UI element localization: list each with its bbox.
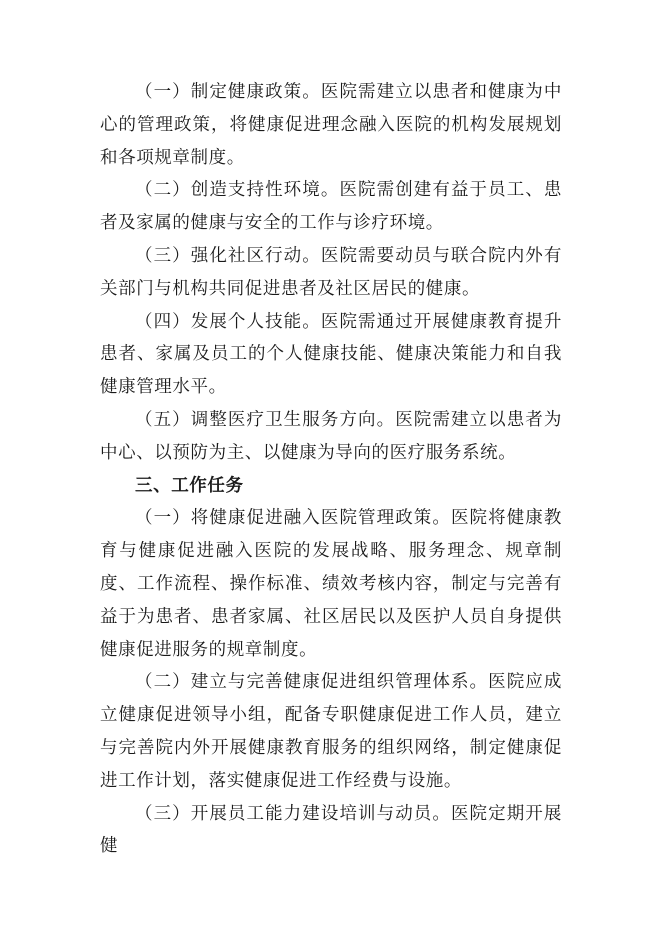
document-body	[100, 76, 562, 863]
paragraph-service-reorientation: （五）调整医疗卫生服务方向。医院需建立以患者为中心、以预防为主、以健康为导向的医疗服务系统。	[100, 409, 562, 463]
paragraph-staff-training: （三）开展员工能力建设培训与动员。医院定期开展健	[100, 803, 562, 857]
paragraph-management-policy: （一）将健康促进融入医院管理政策。医院将健康教育与健康促进融入医院的发展战略、服务理念、规章制度、工作流程、操作标准、绩效考核内容，制定与完善有益于为患者、患者家属、社区居民以及医护人员自身提供健康促进服务的规章制度。	[100, 508, 562, 660]
paragraph-community-action: （三）强化社区行动。医院需要动员与联合院内外有关部门与机构共同促进患者及社区居民的健康。	[100, 245, 562, 299]
section-heading-work-tasks: 三、工作任务	[135, 475, 244, 496]
paragraph-organization-system: （二）建立与完善健康促进组织管理体系。医院应成立健康促进领导小组，配备专职健康促进工作人员，建立与完善院内外开展健康教育服务的组织网络，制定健康促进工作计划，落实健康促进工作经费与设施。	[100, 672, 562, 791]
paragraph-health-policy: （一）制定健康政策。医院需建立以患者和健康为中心的管理政策，将健康促进理念融入医院的机构发展规划和各项规章制度。	[100, 82, 562, 168]
paragraph-supportive-environment: （二）创造支持性环境。医院需创建有益于员工、患者及家属的健康与安全的工作与诊疗环境。	[100, 180, 562, 234]
paragraph-personal-skills: （四）发展个人技能。医院需通过开展健康教育提升患者、家属及员工的个人健康技能、健康决策能力和自我健康管理水平。	[100, 311, 562, 398]
